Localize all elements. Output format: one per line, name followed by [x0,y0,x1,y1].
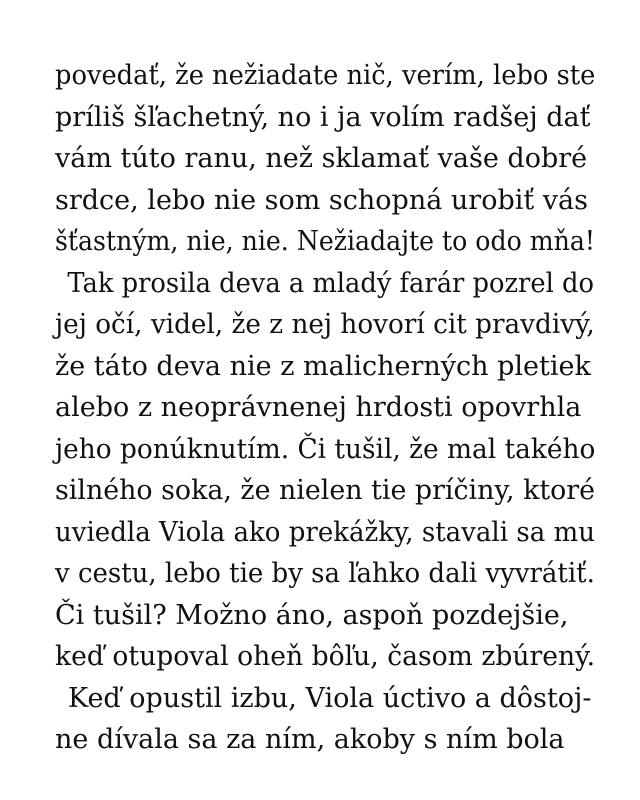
text-line: príliš šľachetný, no i ja volím radšej dať [55,101,591,133]
text-line: uviedla Viola ako prekážky, stavali sa mu [55,516,595,548]
text-line: jeho ponúknutím. Či tušil, že mal takého [55,433,596,465]
text-line: keď otupoval oheň bôľu, časom zbúrený. [55,641,596,672]
text-line: alebo z neoprávnenej hrdosti opovrhla [55,392,582,423]
text-line: Či tušil? Možno áno, aspoň pozdejšie, [55,599,569,631]
text-line: jej očí, videl, že z nej hovorí cit pravdivý, [55,309,595,340]
text-line: že táto deva nie z malicherných pletiek [55,350,591,382]
text-line: v cestu, lebo tie by sa ľahko dali vyvrátiť. [55,558,595,589]
body-text [55,55,595,761]
paragraph-start-line: Keď opustil izbu, Viola úctivo a dôstoj- [68,682,592,714]
text-line: srdce, lebo nie som schopná urobiť vás [55,184,589,216]
paragraph-start-line: Tak prosila deva a mladý farár pozrel do [67,267,594,299]
text-line: ne dívala sa za ním, akoby s ním bola [55,724,565,755]
text-line: povedať, že nežiadate nič, verím, lebo ste [55,60,596,91]
text-line: silného soka, že nielen tie príčiny, ktoré [55,475,596,506]
text-line: vám túto ranu, než sklamať vaše dobré [55,143,588,174]
text-line: šťastným, nie, nie. Nežiadajte to odo mňa! [55,226,595,257]
